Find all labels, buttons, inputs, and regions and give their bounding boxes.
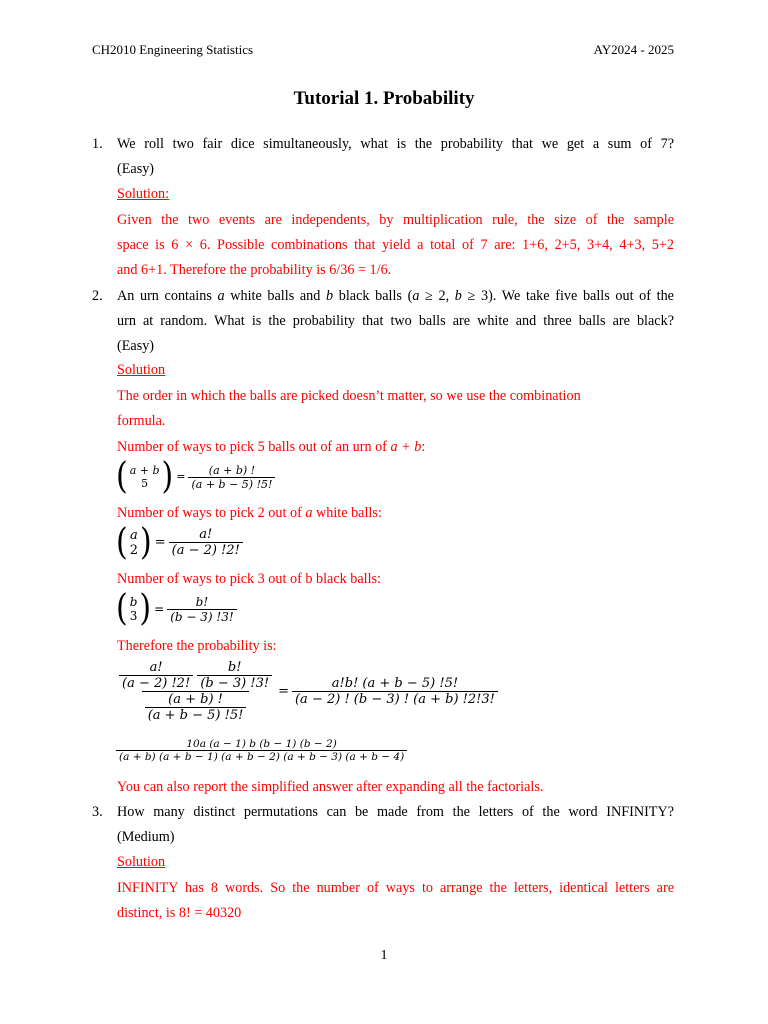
page-title: Tutorial 1. Probability — [293, 88, 475, 109]
q2-solution-line-4: Number of ways to pick 2 out of a white balls: — [117, 505, 382, 521]
q3-solution-line-2: distinct, is 8! = 40320 — [117, 905, 242, 921]
q2-solution-line-5: Number of ways to pick 3 out of b black balls: — [117, 571, 381, 587]
q1-solution-label: Solution: — [117, 186, 170, 202]
header-year: AY2024 - 2025 — [593, 42, 674, 57]
equation-4: $\frac{a!}{(a - 2) !2!}$ $\frac{b!}{(b - 3) !3!}$ $\frac{(a + b) !}{(a + b - 5) !5!}$ = $\frac{a!b! (a + b - 5) !5!}{(a - 2) ! (b - 3) ! (a + b) !2!3!}$ — [116, 660, 498, 723]
q2-line-1: An urn contains a white balls and b black balls (a ≥ 2, b ≥ 3). We take five balls out of the — [117, 288, 674, 304]
equation-5: $\frac{10a (a - 1) b (b - 1) (b - 2)}{(a + b) (a + b - 1) (a + b - 2) (a + b - 3) (a + b - 4)}$ — [116, 738, 407, 763]
header-course: CH2010 Engineering Statistics — [92, 42, 254, 57]
q3-solution-line-1: INFINITY has 8 words. So the number of ways to arrange the letters, identical letters are — [117, 880, 674, 896]
q2-line-2: urn at random. What is the probability that two balls are white and three balls are black? — [117, 313, 674, 329]
equation-1: ( a + b 5 ) = $\frac{(a + b) !}{(a + b - 5) !5!}$ — [116, 462, 275, 492]
q2-solution-line-7: You can also report the simplified answer after expanding all the factorials. — [117, 779, 544, 795]
q1-solution-line-3: and 6+1. Therefore the probability is 6/36 = 1/6. — [117, 262, 392, 278]
equation-2: ( a 2 ) = $\frac{a!}{(a - 2) !2!}$ — [116, 527, 243, 558]
q2-solution-line-1: The order in which the balls are picked doesn’t matter, so we use the combination — [117, 388, 581, 404]
page-number: 1 — [380, 948, 388, 963]
q3-number: 3. — [92, 804, 103, 820]
q2-solution-line-2: formula. — [117, 413, 166, 429]
q3-line-1: How many distinct permutations can be made from the letters of the word INFINITY? — [117, 804, 674, 820]
q2-line-3: (Easy) — [117, 338, 155, 354]
equation-3: ( b 3 ) = $\frac{b!}{(b - 3) !3!}$ — [116, 594, 237, 624]
q3-line-2: (Medium) — [117, 829, 175, 845]
q1-solution-line-2: space is 6 × 6. Possible combinations that yield a total of 7 are: 1+6, 2+5, 3+4, 4+3, 5+2 — [117, 237, 674, 253]
q2-number: 2. — [92, 288, 103, 304]
q2-solution-line-3: Number of ways to pick 5 balls out of an urn of a + b: — [117, 439, 426, 455]
q1-line-1: We roll two fair dice simultaneously, what is the probability that we get a sum of 7? — [117, 136, 674, 152]
q1-number: 1. — [92, 136, 103, 152]
q3-solution-label: Solution — [117, 854, 166, 870]
q2-solution-label: Solution — [117, 362, 166, 378]
q1-line-2: (Easy) — [117, 161, 155, 177]
q1-solution-line-1: Given the two events are independents, by multiplication rule, the size of the sample — [117, 212, 674, 228]
q2-solution-line-6: Therefore the probability is: — [117, 638, 277, 654]
